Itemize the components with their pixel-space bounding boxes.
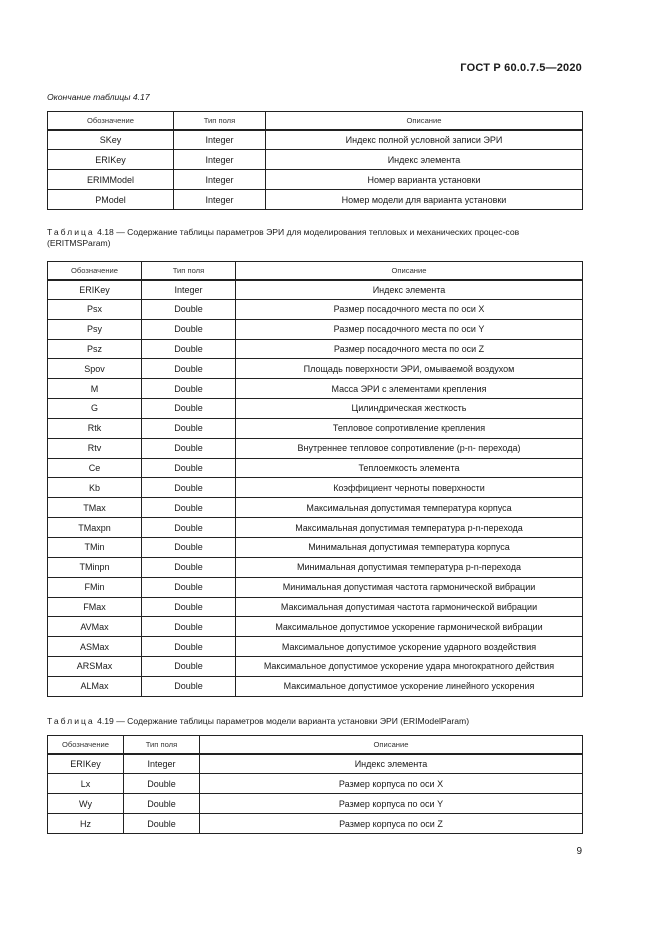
description-cell: Размер посадочного места по оси Y <box>236 319 583 339</box>
field-type-cell: Double <box>142 537 236 557</box>
field-type-cell: Integer <box>174 130 266 150</box>
document-header: ГОСТ Р 60.0.7.5—2020 <box>460 62 582 74</box>
designation-cell: Rtk <box>48 418 142 438</box>
field-type-cell: Double <box>142 339 236 359</box>
designation-cell: Lx <box>48 774 124 794</box>
field-type-cell: Double <box>142 498 236 518</box>
column-header: Обозначение <box>48 262 142 280</box>
description-cell: Индекс элемента <box>236 280 583 300</box>
table-row <box>48 359 583 379</box>
table-419-caption <box>47 716 583 727</box>
table-row <box>48 774 583 794</box>
table-row <box>48 379 583 399</box>
table-row <box>48 130 583 150</box>
table-row <box>48 537 583 557</box>
description-cell: Максимальное допустимое ускорение удара многократного действия <box>236 657 583 677</box>
column-header: Описание <box>236 262 583 280</box>
table-row <box>48 170 583 190</box>
designation-cell: Spov <box>48 359 142 379</box>
designation-cell: M <box>48 379 142 399</box>
description-cell: Размер посадочного места по оси Z <box>236 339 583 359</box>
designation-cell: TMinpn <box>48 557 142 577</box>
field-type-cell: Double <box>142 597 236 617</box>
table-row <box>48 478 583 498</box>
table-row <box>48 438 583 458</box>
designation-cell: FMin <box>48 577 142 597</box>
table-row <box>48 458 583 478</box>
table-row <box>48 418 583 438</box>
designation-cell: ERIKey <box>48 280 142 300</box>
description-cell: Индекс элемента <box>200 754 583 774</box>
description-cell: Размер корпуса по оси X <box>200 774 583 794</box>
designation-cell: Kb <box>48 478 142 498</box>
designation-cell: TMax <box>48 498 142 518</box>
table-row <box>48 150 583 170</box>
table-row <box>48 597 583 617</box>
table-row <box>48 814 583 834</box>
field-type-cell: Double <box>142 577 236 597</box>
field-type-cell: Double <box>142 676 236 696</box>
description-cell: Размер корпуса по оси Y <box>200 794 583 814</box>
description-cell: Минимальная допустимая температура p-n-перехода <box>236 557 583 577</box>
table-row <box>48 339 583 359</box>
description-cell: Индекс полной условной записи ЭРИ <box>266 130 583 150</box>
designation-cell: ASMax <box>48 637 142 657</box>
designation-cell: FMax <box>48 597 142 617</box>
field-type-cell: Integer <box>174 150 266 170</box>
field-type-cell: Double <box>142 657 236 677</box>
field-type-cell: Double <box>142 438 236 458</box>
description-cell: Максимальное допустимое ускорение линейного ускорения <box>236 676 583 696</box>
table-418 <box>47 261 583 697</box>
designation-cell: ERIMModel <box>48 170 174 190</box>
designation-cell: Wy <box>48 794 124 814</box>
designation-cell: TMin <box>48 537 142 557</box>
field-type-cell: Integer <box>142 280 236 300</box>
designation-cell: Psz <box>48 339 142 359</box>
column-header: Описание <box>200 736 583 754</box>
field-type-cell: Integer <box>174 170 266 190</box>
field-type-cell: Double <box>142 478 236 498</box>
table-row <box>48 657 583 677</box>
table-row <box>48 557 583 577</box>
table-row <box>48 676 583 696</box>
table-header-row <box>48 112 583 130</box>
designation-cell: G <box>48 399 142 419</box>
field-type-cell: Double <box>142 299 236 319</box>
field-type-cell: Double <box>142 359 236 379</box>
field-type-cell: Integer <box>174 190 266 210</box>
column-header: Обозначение <box>48 736 124 754</box>
designation-cell: AVMax <box>48 617 142 637</box>
description-cell: Внутреннее тепловое сопротивление (p-n- перехода) <box>236 438 583 458</box>
designation-cell: ERIKey <box>48 150 174 170</box>
field-type-cell: Double <box>124 814 200 834</box>
caption-text: 4.18 — Содержание таблицы параметров ЭРИ для моделирования тепловых и механических процес-сов (ERITMSParam) <box>47 227 520 248</box>
table-row <box>48 190 583 210</box>
description-cell: Цилиндрическая жесткость <box>236 399 583 419</box>
field-type-cell: Double <box>124 794 200 814</box>
table-row <box>48 754 583 774</box>
table-row <box>48 319 583 339</box>
description-cell: Максимальная допустимая частота гармонической вибрации <box>236 597 583 617</box>
designation-cell: Psx <box>48 299 142 319</box>
table-row <box>48 299 583 319</box>
field-type-cell: Integer <box>124 754 200 774</box>
table-header-row <box>48 736 583 754</box>
designation-cell: PModel <box>48 190 174 210</box>
table-row <box>48 498 583 518</box>
description-cell: Теплоемкость элемента <box>236 458 583 478</box>
field-type-cell: Double <box>142 379 236 399</box>
designation-cell: Rtv <box>48 438 142 458</box>
description-cell: Максимальная допустимая температура p-n-перехода <box>236 518 583 538</box>
designation-cell: ALMax <box>48 676 142 696</box>
field-type-cell: Double <box>142 557 236 577</box>
description-cell: Максимальное допустимое ускорение гармонической вибрации <box>236 617 583 637</box>
page-number: 9 <box>576 846 582 857</box>
description-cell: Масса ЭРИ с элементами крепления <box>236 379 583 399</box>
table-row <box>48 794 583 814</box>
designation-cell: ERIKey <box>48 754 124 774</box>
column-header: Тип поля <box>124 736 200 754</box>
description-cell: Максимальное допустимое ускорение ударного воздействия <box>236 637 583 657</box>
field-type-cell: Double <box>142 518 236 538</box>
description-cell: Коэффициент черноты поверхности <box>236 478 583 498</box>
field-type-cell: Double <box>142 637 236 657</box>
description-cell: Тепловое сопротивление крепления <box>236 418 583 438</box>
field-type-cell: Double <box>142 418 236 438</box>
description-cell: Размер корпуса по оси Z <box>200 814 583 834</box>
table-417-caption: Окончание таблицы 4.17 <box>47 92 150 102</box>
field-type-cell: Double <box>124 774 200 794</box>
table-header-row <box>48 262 583 280</box>
description-cell: Индекс элемента <box>266 150 583 170</box>
field-type-cell: Double <box>142 617 236 637</box>
table-row <box>48 617 583 637</box>
designation-cell: Psy <box>48 319 142 339</box>
field-type-cell: Double <box>142 319 236 339</box>
column-header: Тип поля <box>174 112 266 130</box>
column-header: Тип поля <box>142 262 236 280</box>
caption-text: 4.19 — Содержание таблицы параметров модели варианта установки ЭРИ (ERIModelParam) <box>94 716 470 726</box>
description-cell: Номер модели для варианта установки <box>266 190 583 210</box>
table-419 <box>47 735 583 834</box>
table-row <box>48 280 583 300</box>
description-cell: Площадь поверхности ЭРИ, омываемой воздухом <box>236 359 583 379</box>
description-cell: Максимальная допустимая температура корпуса <box>236 498 583 518</box>
table-row <box>48 399 583 419</box>
caption-label: Таблица <box>47 716 95 726</box>
designation-cell: Ce <box>48 458 142 478</box>
designation-cell: Hz <box>48 814 124 834</box>
designation-cell: SKey <box>48 130 174 150</box>
description-cell: Минимальная допустимая частота гармонической вибрации <box>236 577 583 597</box>
column-header: Обозначение <box>48 112 174 130</box>
designation-cell: ARSMax <box>48 657 142 677</box>
caption-label: Таблица <box>47 227 95 237</box>
description-cell: Размер посадочного места по оси X <box>236 299 583 319</box>
column-header: Описание <box>266 112 583 130</box>
table-row <box>48 637 583 657</box>
description-cell: Номер варианта установки <box>266 170 583 190</box>
table-417 <box>47 111 583 210</box>
table-row <box>48 577 583 597</box>
field-type-cell: Double <box>142 458 236 478</box>
table-418-caption <box>47 227 583 249</box>
designation-cell: TMaxpn <box>48 518 142 538</box>
description-cell: Минимальная допустимая температура корпуса <box>236 537 583 557</box>
table-row <box>48 518 583 538</box>
field-type-cell: Double <box>142 399 236 419</box>
